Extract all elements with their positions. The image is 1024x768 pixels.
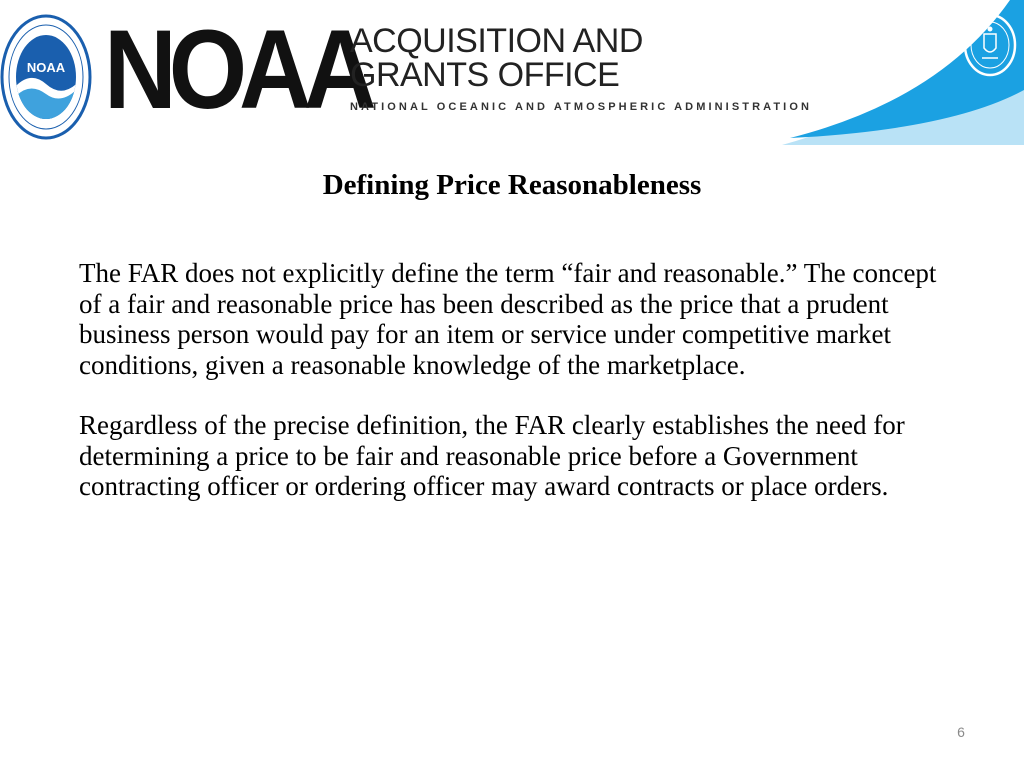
slide-body	[79, 258, 959, 532]
office-title	[350, 24, 650, 92]
noaa-wordmark: NOAA	[104, 7, 369, 132]
slide-title: Defining Price Reasonableness	[322, 169, 702, 201]
office-title-line-1: ACQUISITION AND	[350, 22, 643, 60]
svg-text:NOAA: NOAA	[26, 60, 66, 75]
page-number: 6	[957, 724, 965, 740]
agency-name: NATIONAL OCEANIC AND ATMOSPHERIC ADMINISTRATION	[350, 101, 813, 113]
body-paragraph-2: Regardless of the precise definition, the FAR clearly establishes the need for determining a price to be fair and reasonable price before a Government contracting officer or ordering officer may award contracts or place orders.	[79, 410, 905, 501]
department-of-commerce-seal	[962, 12, 1018, 78]
noaa-seal-logo	[0, 14, 92, 140]
body-paragraph-1: The FAR does not explicitly define the term “fair and reasonable.” The concept of a fair and reasonable price has been described as the price that a prudent business person would pay for an item or service under competitive market conditions, given a reasonable knowledge of the marketplace.	[79, 258, 937, 380]
header-banner	[0, 0, 1024, 152]
office-title-line-2: GRANTS OFFICE	[350, 56, 620, 94]
